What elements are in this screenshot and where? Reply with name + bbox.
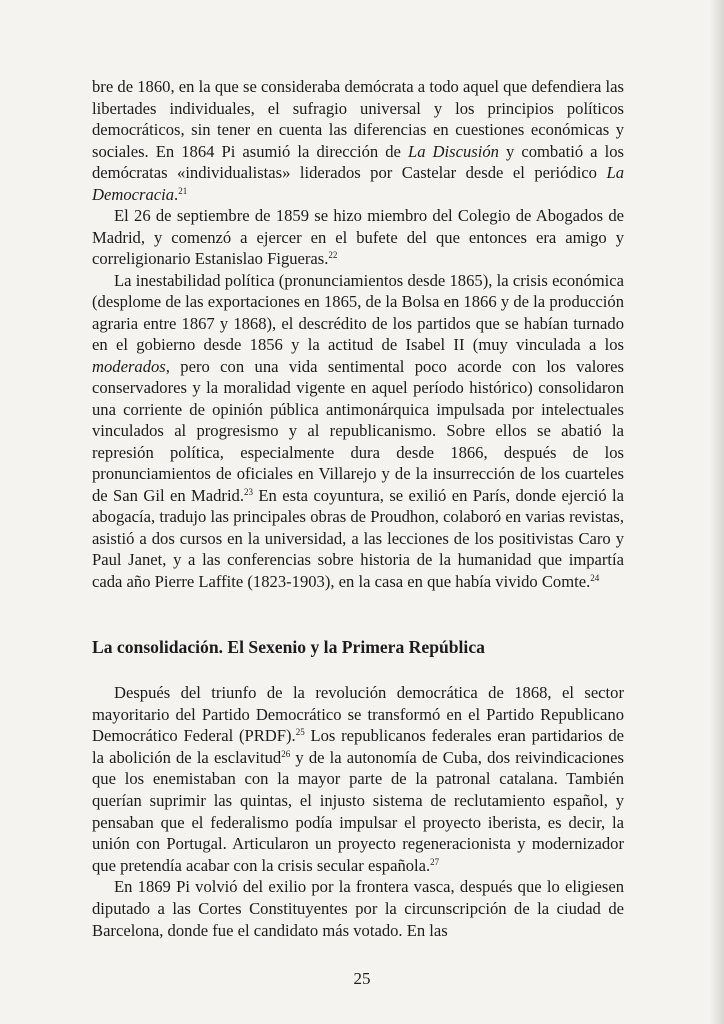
body-text-bottom: [92, 682, 624, 941]
footnote-ref: 25: [295, 727, 305, 738]
text-run: .: [174, 184, 179, 204]
footnote-ref: 21: [178, 185, 188, 196]
footnote-ref: 27: [430, 856, 440, 867]
paragraph: [92, 270, 624, 593]
paragraph: [92, 76, 624, 205]
page-number: 25: [353, 969, 371, 988]
footnote-ref: 24: [590, 572, 600, 583]
body-text-top: [92, 76, 624, 592]
text-run: La inestabilidad política (pronunciamientos desde 1865), la crisis económica (desplome de las exportaciones en 1865, de la Bolsa en 1866 y de la producción agraria entre 1867 y 1868), el descrédito de los partidos que se habían turnado en el gobierno desde 1856 y la actitud de Isabel II (muy vinculada a los: [92, 270, 624, 354]
page-edge: [710, 0, 724, 1024]
footnote-ref: 26: [281, 748, 291, 759]
text-run: , pero con una vida sentimental poco acorde con los valores conservadores y la moralidad vigente en aquel período histórico) consolidaron una corriente de opinión pública antimonárquica impulsada por intelectuales vinculados al progresismo y al republicanismo. Sobre ellos se abatió la represión política, especialmente dura desde 1866, después de los pronunciamientos de oficiales en Villarejo y de la insurrección de los cuarteles de San Gil en Madrid.: [92, 356, 624, 505]
section-heading: La consolidación. El Sexenio y la Primera República: [92, 637, 485, 657]
text-run: En esta coyuntura, se exilió en París, donde ejerció la abogacía, tradujo las principales obras de Proudhon, colaboró en varias revistas, asistió a dos cursos en la universidad, a las lecciones de los positivistas Caro y Paul Janet, y a las conferencias sobre historia de la humanidad que impartía cada año Pierre Laffite (1823-1903), en la casa en que había vivido Comte.: [92, 485, 624, 591]
italic-title: La Democracia: [92, 163, 624, 204]
text-run: Los republicanos federales eran partidarios de la abolición de la esclavitud: [92, 726, 624, 767]
footnote-ref: 22: [328, 250, 338, 260]
text-run: Después del triunfo de la revolución democrática de 1868, el sector mayoritario del Partido Democrático se transformó en el Partido Republicano Democrático Federal (PRDF).: [92, 683, 624, 746]
text-run: y combatió a los demócratas «individualistas» liderados por Castelar desde el periódico: [92, 141, 624, 182]
italic-title: La Discusión: [407, 141, 499, 161]
italic-title: moderados: [92, 356, 166, 376]
text-run: El 26 de septiembre de 1859 se hizo miembro del Colegio de Abogados de Madrid, y comenzó a ejercer en el bufete del que entonces era amigo y correligionario Estanislao Figueras.: [92, 206, 624, 268]
footnote-ref: 23: [244, 486, 254, 497]
paragraph: [92, 876, 624, 941]
text-run: bre de 1860, en la que se consideraba demócrata a todo aquel que defendiera las libertades individuales, el sufragio universal y los principios políticos democráticos, sin tener en cuenta las diferencias en cuestiones económicas y sociales. En 1864 Pi asumió la dirección de: [92, 77, 624, 161]
text-run: y de la autonomía de Cuba, dos reivindicaciones que los enemistaban con la mayor parte de la patronal catalana. También querían suprimir las quintas, el injusto sistema de reclutamiento español, y pensaban que el federalismo podía impulsar el proyecto iberista, es decir, la unión con Portugal. Articularon un proyecto regeneracionista y modernizador que pretendía acabar con la crisis secular española.: [92, 747, 625, 875]
paragraph: [92, 682, 624, 876]
text-run: En 1869 Pi volvió del exilio por la frontera vasca, después que lo eligiesen diputado a las Cortes Constituyentes por la circunscripción de la ciudad de Barcelona, donde fue el candidato más votado. En las: [92, 877, 624, 940]
paragraph: [92, 205, 624, 270]
